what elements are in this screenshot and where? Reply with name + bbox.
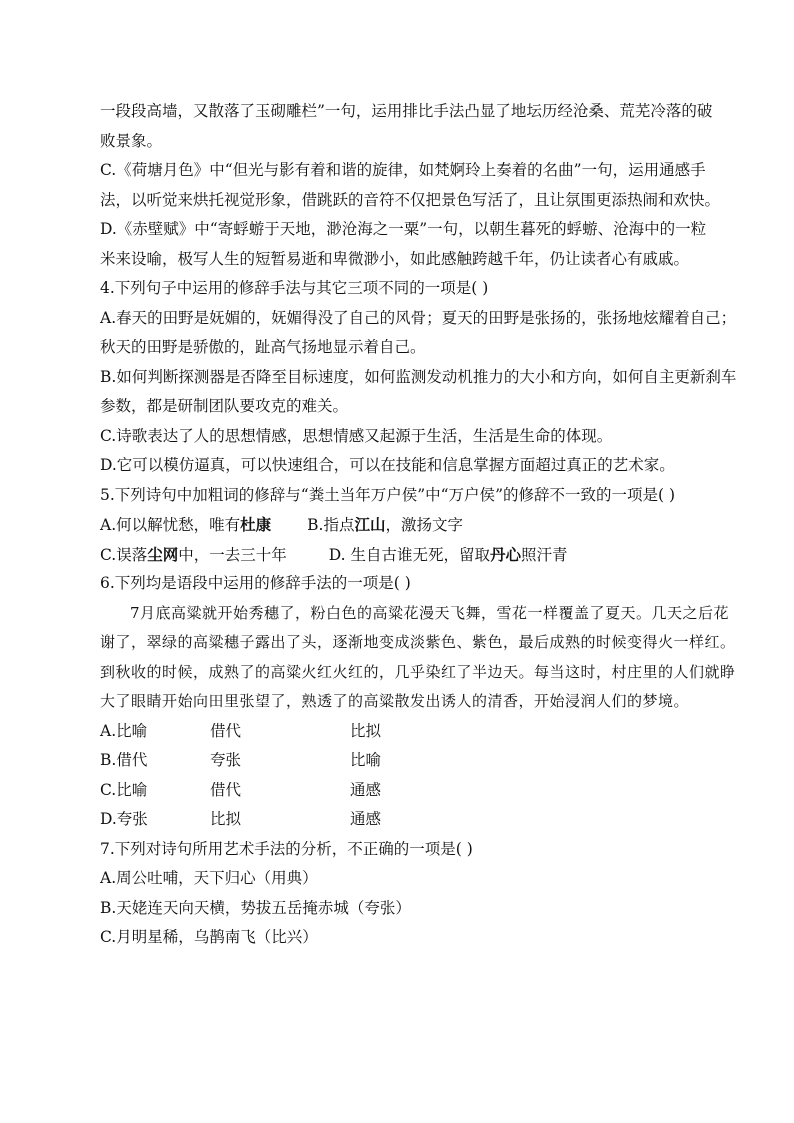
q4-option-c: C.诗歌表达了人的思想情感，思想情感又起源于生活，生活是生命的体现。 xyxy=(100,426,613,445)
text-line: 米来设喻，极写人生的短暂易逝和卑微渺小，如此感触跨越千年，仍让读者心有戚戚。 xyxy=(100,249,690,268)
q7-option-b: B.天姥连天向天横，势拔五岳掩赤城（夸张） xyxy=(100,898,411,917)
option-c-text: C.《荷塘月色》中“但光与影有着和谐的旋律，如梵婀玲上奏着的名曲”一句，运用通感手 xyxy=(100,161,706,179)
text-line: 秋天的田野是骄傲的，趾高气扬地显示着自己。 xyxy=(100,338,426,356)
question-7-title: 7.下列对诗句所用艺术手法的分析，不正确的一项是( ) xyxy=(100,839,473,858)
bold-word: 丹心 xyxy=(490,544,522,564)
document-content xyxy=(100,97,737,953)
passage-line: 到秋收的时候，成熟了的高粱火红火红的，几乎染红了半边天。每当这时，村庄里的人们就睁 xyxy=(100,662,736,681)
q4-option-a: A.春天的田野是妩媚的，妩媚得没了自己的风骨；夏天的田野是张扬的，张扬地炫耀着自己； xyxy=(100,308,737,327)
q7-option-c: C.月明星稀，乌鹊南飞（比兴） xyxy=(100,928,318,946)
text-line: 败景象。 xyxy=(100,131,163,150)
passage-line: 7月底高粱就开始秀穗了，粉白色的高粱花漫天飞舞，雪花一样覆盖了夏天。几天之后花 xyxy=(130,603,730,622)
bold-word: 尘网 xyxy=(147,544,179,564)
q6-option-a: A.比喻 借代 比拟 xyxy=(100,721,382,740)
q5-options-row-2 xyxy=(100,540,710,570)
q7-option-a: A.周公吐哺，天下归心（用典） xyxy=(100,869,318,887)
q5-option-b: B.指点江山，激扬文字 xyxy=(307,515,463,534)
question-4-title: 4.下列句子中运用的修辞手法与其它三项不同的一项是( ) xyxy=(100,279,489,297)
text-line: 法，以听觉来烘托视觉形象，借跳跃的音符不仅把景色写活了，且让氛围更添热闹和欢快。 xyxy=(100,190,721,209)
q5-options-row-1 xyxy=(100,510,710,540)
q5-option-d: D. 生自古谁无死，留取丹心照汗青 xyxy=(328,544,568,564)
passage-line: 大了眼睛开始向田里张望了，熟透了的高粱散发出诱人的清香，开始浸润人们的梦境。 xyxy=(100,692,690,710)
option-d-text: D.《赤壁赋》中“寄蜉蝣于天地，渺沧海之一粟”一句，以朝生暮死的蜉蝣、沧海中的一粒 xyxy=(100,220,707,238)
bold-word: 江山 xyxy=(354,515,386,534)
q5-option-c: C.误落尘网中，一去三十年 xyxy=(100,544,287,564)
q6-option-b: B.借代 夸张 比喻 xyxy=(100,751,382,769)
text-line: 参数，都是研制团队要攻克的难关。 xyxy=(100,397,349,415)
passage-line: 谢了，翠绿的高粱穗子露出了头，逐渐地变成淡紫色、紫色，最后成熟的时候变得火一样红。 xyxy=(100,633,736,651)
bold-word: 杜康 xyxy=(240,515,272,534)
q4-option-b: B.如何判断探测器是否降至目标速度，如何监测发动机推力的大小和方向，如何自主更新刹车 xyxy=(100,367,737,386)
text-line: 一段段高墙，又散落了玉砌雕栏”一句，运用排比手法凸显了地坛历经沧桑、荒芜冷落的破 xyxy=(100,102,713,120)
q4-option-d: D.它可以模仿逼真，可以快速组合，可以在技能和信息掌握方面超过真正的艺术家。 xyxy=(100,456,675,474)
question-5-title: 5.下列诗句中加粗词的修辞与“粪土当年万户侯”中“万户侯”的修辞不一致的一项是( ) xyxy=(100,485,676,504)
q5-option-a: A.何以解忧愁，唯有杜康 xyxy=(100,515,272,534)
question-6-title: 6.下列均是语段中运用的修辞手法的一项是( ) xyxy=(100,574,411,592)
q6-option-c: C.比喻 借代 通感 xyxy=(100,780,382,799)
q6-option-d: D.夸张 比拟 通感 xyxy=(100,810,382,828)
